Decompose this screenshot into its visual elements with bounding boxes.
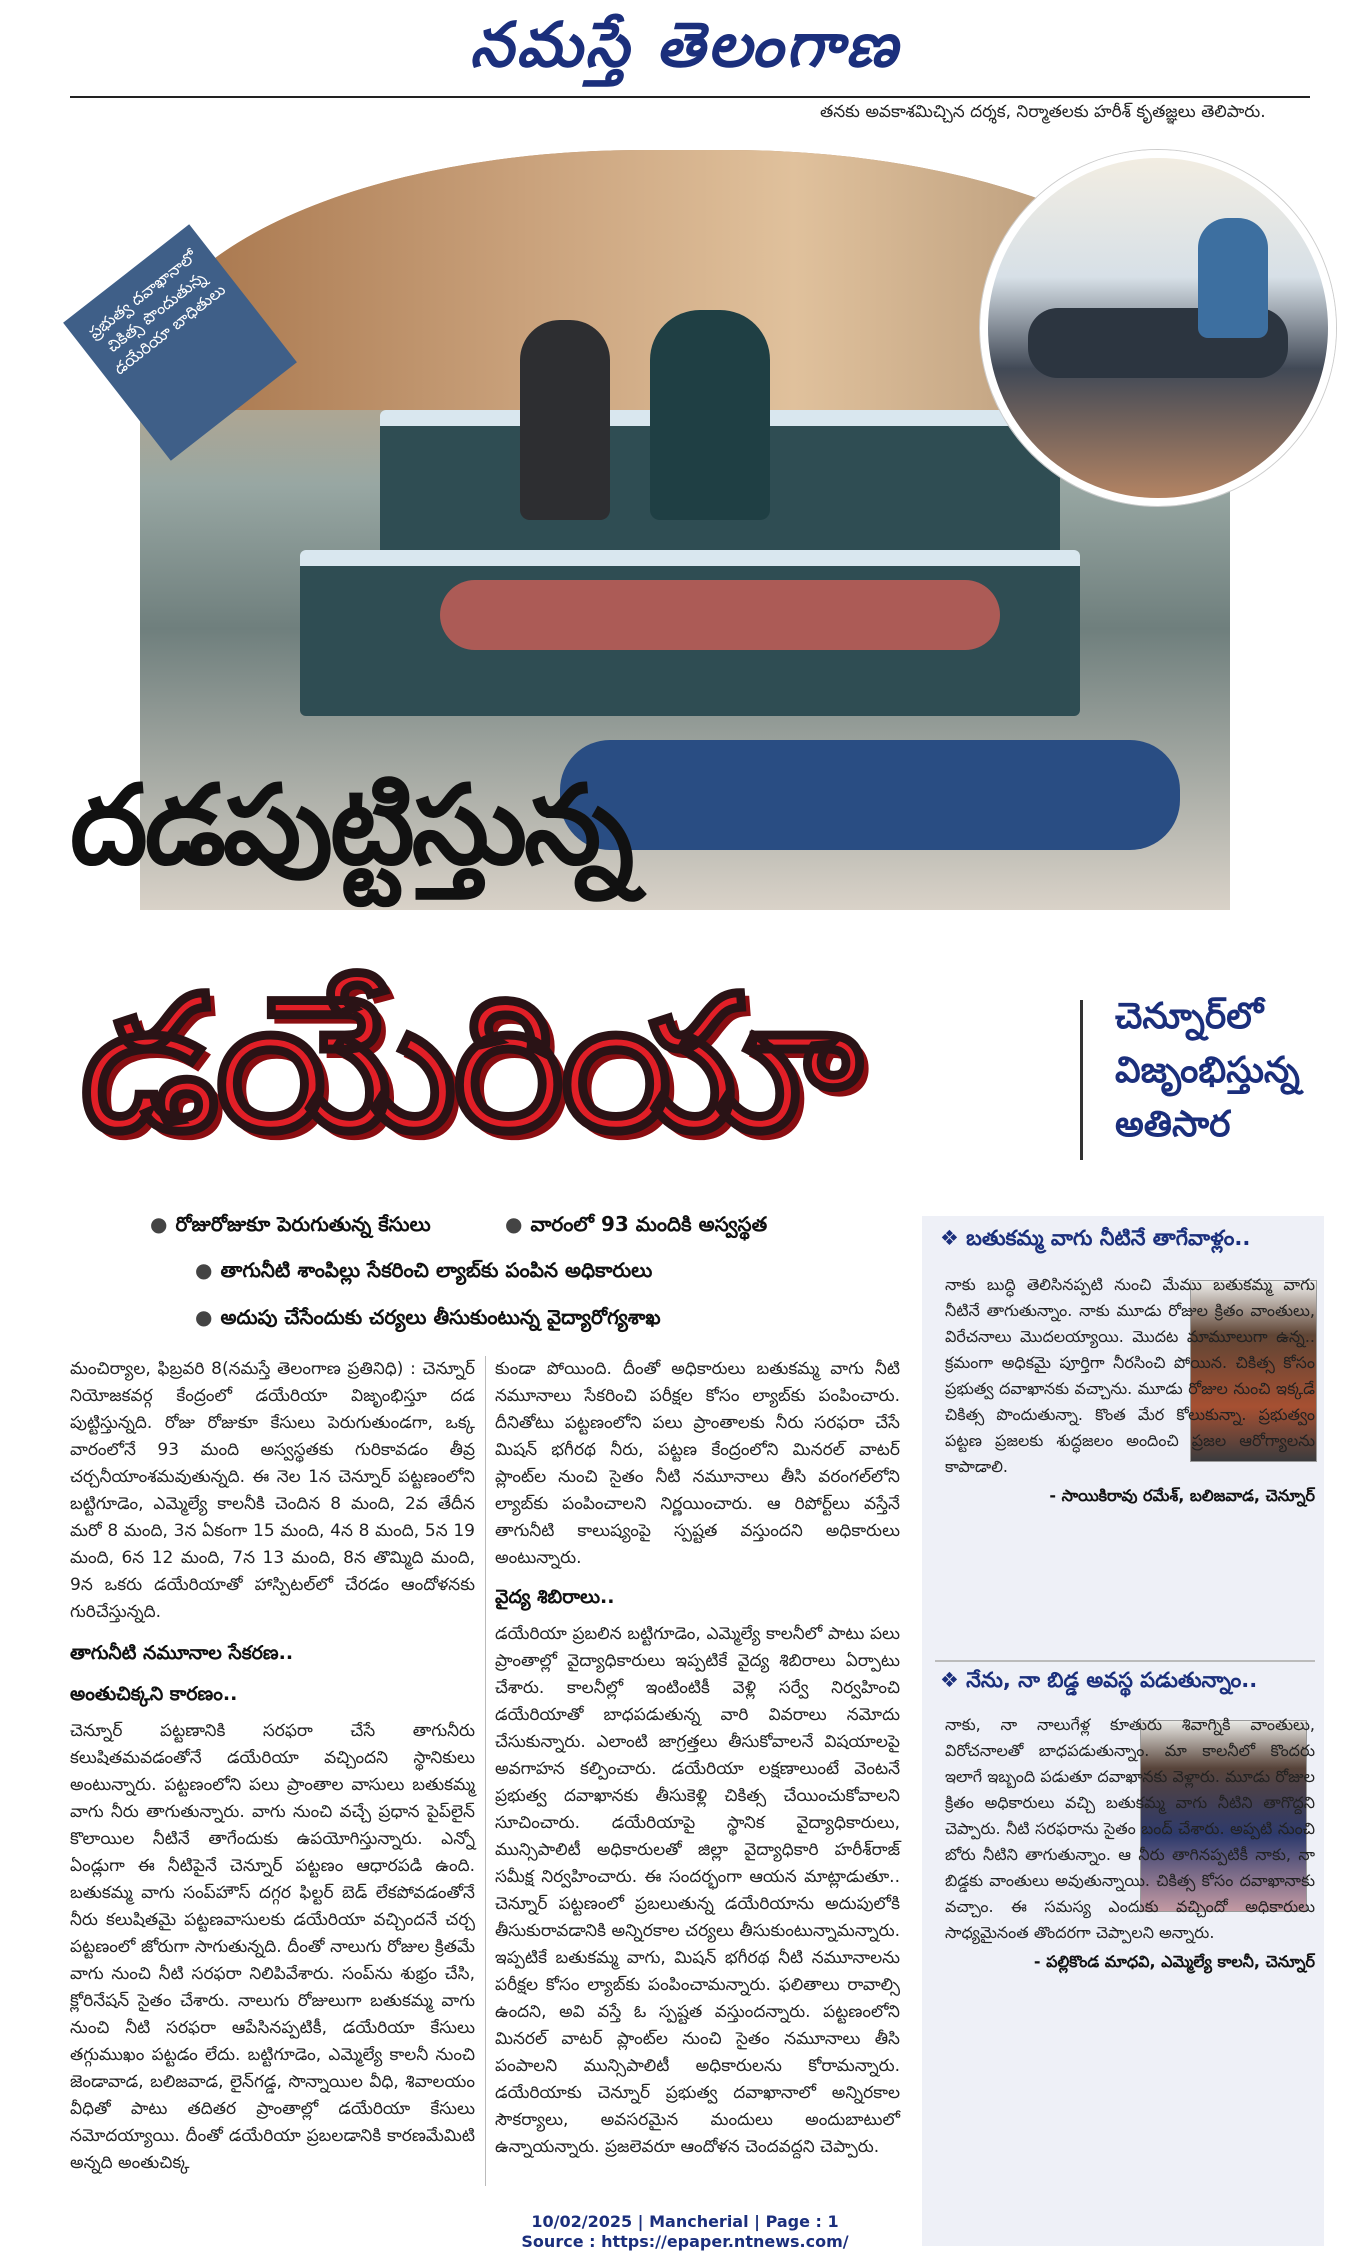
page-footer xyxy=(0,2212,1370,2252)
article-paragraph: చెన్నూర్ పట్టణానికి సరఫరా చేసే తాగునీరు కలుషితమవడంతోనే డయేరియా వచ్చిందని స్థానికులు అంటున్నారు. పట్టణంలోని పలు ప్రాంతాల వాసులు బతుకమ్మ వాగు నీరు తాగుతున్నారు. వాగు నుంచి వచ్చే ప్రధాన పైప్‌లైన్ కొలాయిల నీటినే తాగేందుకు ఉపయోగిస్తున్నారు. ఎన్నో ఏండ్లుగా ఈ నీటిపైనే చెన్నూర్ పట్టణం ఆధారపడి ఉంది. బతుకమ్మ వాగు సంప్‌హౌస్ దగ్గర ఫిల్టర్ బెడ్ లేకపోవడంతోనే నీరు కలుషితమై పట్టణవాసులకు డయేరియా వచ్చిందనే చర్చ పట్టణంలో జోరుగా సాగుతున్నది. దీంతో నాలుగు రోజుల క్రితమే వాగు నుంచి నీటి సరఫరా నిలిపివేశారు. సంప్‌ను శుభ్రం చేసి, క్లోరినేషన్ సైతం చేశారు. నాలుగు రోజులుగా బతుకమ్మ వాగు నుంచి నీటి సరఫరా ఆపేసినప్పటికీ, డయేరియా కేసులు తగ్గుముఖం పట్టడం లేదు. బట్టిగూడెం, ఎమ్మెల్యే కాలనీ నుంచి జెండావాడ, బలిజవాడ, లైన్‌గడ్డ, సొన్నాయిల వీధి, శివాలయం వీధితో పాటు తదితర ప్రాంతాల్లో డయేరియా కేసులు నమోదయ్యాయి. దీంతో డయేరియా ప్రబలడానికి కారణమేమిటి అన్నది అంతుచిక్క xyxy=(70,1721,475,2173)
bullet-item: ● రోజురోజుకూ పెరుగుతున్న కేసులు xyxy=(150,1212,431,1236)
kicker-line: విజృంభిస్తున్న xyxy=(1115,1050,1300,1091)
bullet-item: ● అదుపు చేసేందుకు చర్యలు తీసుకుంటున్న వైద్యారోగ్యశాఖ xyxy=(195,1305,661,1329)
article-column-2 xyxy=(495,1356,900,2161)
top-note: తనకు అవకాశమిచ్చిన దర్శక, నిర్మాతలకు హరీశ్ కృతజ్ఞలు తెలిపారు. xyxy=(820,102,1266,122)
article-subtitle: అంతుచిక్కని కారణం.. xyxy=(70,1683,238,1705)
quote-signature: - సాయికిరావు రమేశ్, బలిజవాడ, చెన్నూర్ xyxy=(1049,1486,1315,1505)
photo-caption: ప్రభుత్వ దవాఖానాలో చికిత్స పొందుతున్న డయేరియా బాధితులు xyxy=(63,224,297,460)
quote-box-2 xyxy=(940,1668,1320,1698)
quote-box-1 xyxy=(940,1226,1320,1256)
quote-body-2: నాకు, నా నాలుగేళ్ల కూతురు శివాగ్నికి వాంతులు, విరోచనాలతో బాధపడుతున్నాం. మా కాలనీలో కొందరు ఇలాగే ఇబ్బంది పడుతూ దవాఖానకు వెళ్లారు. మూడు రోజుల క్రితం అధికారులు వచ్చి బతుకమ్మ వాగు నీటిని తాగొద్దని చెప్పారు. నీటి సరఫరాను సైతం బంద్ చేశారు. అప్పటి నుంచి బోరు నీటిని తాగుతున్నాం. ఆ నీరు తాగినప్పటికీ నాకు, నా బిడ్డకు వాంతులు అవుతున్నాయి. చికిత్స కోసం దవాఖానాకు వచ్చాం. ఈ సమస్య ఎందుకు వచ్చిందో అధికారులు సాధ్యమైనంత తొందరగా చెప్పాలని అన్నారు. - పల్లికొండ మాధవి, ఎమ్మెల్యే కాలనీ, చెన్నూర్ xyxy=(945,1712,1315,1975)
bullet-item: ● తాగునీటి శాంపిల్లు సేకరించి ల్యాబ్‌కు పంపిన అధికారులు xyxy=(195,1258,653,1282)
visitor-figure xyxy=(650,310,770,520)
kicker-line: అతిసార xyxy=(1115,1104,1231,1145)
bullet-item: ● వారంలో 93 మందికి అస్వస్థత xyxy=(505,1212,768,1236)
article-paragraph: కుండా పోయింది. దీంతో అధికారులు బతుకమ్మ వాగు నీటి నమూనాలు సేకరించి పరీక్షల కోసం ల్యాబ్‌కు పంపించారు. దీనితోటు పట్టణంలోని పలు ప్రాంతాలకు నీరు సరఫరా చేసే మిషన్ భగీరథ నీరు, పట్టణ కేంద్రంలోని మినరల్ వాటర్ ప్లాంట్‌ల నుంచి సైతం నీటి నమూనాలు తీసి వరంగల్‌లోని ల్యాబ్‌కు పంపించాలని నిర్ణయించారు. ఆ రిపోర్ట్‌లు వస్తేనే తాగునీటి కాలుష్యంపై స్పష్టత వస్తుందని అధికారులు అంటున్నారు. xyxy=(495,1359,900,1568)
article-subtitle: వైద్య శిబిరాలు.. xyxy=(495,1586,615,1608)
kicker xyxy=(1115,990,1365,1152)
column-rule xyxy=(485,1356,486,2186)
quote-title: ❖ బతుకమ్మ వాగు నీటినే తాగేవాళ్లం.. xyxy=(940,1226,1251,1250)
article-subtitle: తాగునీటి నమూనాల సేకరణ.. xyxy=(70,1642,294,1664)
patient-figure xyxy=(440,580,1000,650)
quote-signature: - పల్లికొండ మాధవి, ఎమ్మెల్యే కాలనీ, చెన్నూర్ xyxy=(1033,1952,1315,1971)
box-divider xyxy=(935,1660,1315,1662)
headline-line2: డయేరియా xyxy=(80,955,859,1174)
footer-edition: 10/02/2025 | Mancherial | Page : 1 xyxy=(531,2212,839,2231)
inset-photo xyxy=(980,150,1336,506)
article-intro: మంచిర్యాల, ఫిబ్రవరి 8(నమస్తే తెలంగాణ ప్రతినిధి) : చెన్నూర్ నియోజకవర్గ కేంద్రంలో డయేరియా విజృంభిస్తూ దడ పుట్టిస్తున్నది. రోజు రోజుకూ కేసులు పెరుగుతుండగా, ఒక్క వారంలోనే 93 మంది అస్వస్థతకు గురికావడం తీవ్ర చర్చనీయాంశమవుతున్నది. ఈ నెల 1న చెన్నూర్ పట్టణంలోని బట్టిగూడెం, ఎమ్మెల్యే కాలనీకి చెందిన 8 మంది, 2వ తేదీన మరో 8 మంది, 3న ఏకంగా 15 మంది, 4న 8 మంది, 5న 19 మంది, 6న 12 మంది, 7న 13 మంది, 8న తొమ్మిది మంది, 9న ఒకరు డయేరియాతో హాస్పిటల్‌లో చేరడం ఆందోళనకు గురిచేస్తున్నది. xyxy=(70,1359,475,1622)
masthead xyxy=(0,0,1370,90)
footer-source: Source : https://epaper.ntnews.com/ xyxy=(521,2232,849,2251)
quote-body-1: నాకు బుద్ధి తెలిసినప్పటి నుంచి మేము బతుకమ్మ వాగు నీటినే తాగుతున్నాం. నాకు మూడు రోజుల క్రితం వాంతులు, విరేచనాలు మొదలయ్యాయి. మొదట మామూలుగా ఉన్న.. క్రమంగా అధికమై పూర్తిగా నీరసించి పోయిన. చికిత్స కోసం ప్రభుత్వ దవాఖానకు వచ్చాను. మూడు రోజుల నుంచి ఇక్కడే చికిత్స పొందుతున్నా. కొంత మేర కోలుకున్నా. ప్రభుత్వం పట్టణ ప్రజలకు శుద్ధజలం అందించి ప్రజల ఆరోగ్యాలను కాపాడాలి. - సాయికిరావు రమేశ్, బలిజవాడ, చెన్నూర్ xyxy=(945,1272,1315,1509)
kicker-divider xyxy=(1080,1000,1083,1160)
article-column-1 xyxy=(70,1356,475,2177)
headline-line1: దడపుట్టిస్తున్న xyxy=(70,761,631,889)
visitor-figure xyxy=(1198,218,1268,338)
visitor-figure xyxy=(520,320,610,520)
article-paragraph: డయేరియా ప్రబలిన బట్టిగూడెం, ఎమ్మెల్యే కాలనీలో పాటు పలు ప్రాంతాల్లో వైద్యాధికారులు ఇప్పటికే వైద్య శిబిరాలు ఏర్పాటు చేశారు. కాలనీల్లో ఇంటింటికీ వెళ్లి సర్వే నిర్వహించి డయేరియాతో బాధపడుతున్న వారి వివరాలు నమోదు చేసుకున్నారు. ఎలాంటి జాగ్రత్తలు తీసుకోవాలనే విషయాలపై అవగాహన కల్పించారు. డయేరియా లక్షణాలుంటే వెంటనే ప్రభుత్వ దవాఖానకు తీసుకెళ్లి చికిత్స చేయించుకోవాలని సూచించారు. డయేరియాపై స్థానిక వైద్యాధికారులు, మున్సిపాలిటీ అధికారులతో జిల్లా వైద్యాధికారి హరీశ్‌రాజ్ సమీక్ష నిర్వహించారు. ఈ సందర్భంగా ఆయన మాట్లాడుతూ.. చెన్నూర్ పట్టణంలో ప్రబలుతున్న డయేరియాను అదుపులోకి తీసుకురావడానికి అన్నిరకాల చర్యలు తీసుకుంటున్నామన్నారు. ఇప్పటికే బతుకమ్మ వాగు, మిషన్ భగీరథ నీటి నమూనాలను పరీక్షల కోసం ల్యాబ్‌కు పంపించామన్నారు. ఫలితాలు రావాల్సి ఉందని, అవి వస్తే ఓ స్పష్టత వస్తుందన్నారు. పట్టణంలోని మినరల్ వాటర్ ప్లాంట్‌ల నుంచి సైతం నమూనాలు తీసి పంపాలని మున్సిపాలిటీ అధికారులను కోరామన్నారు. డయేరియాకు చెన్నూర్ ప్రభుత్వ దవాఖానాలో అన్నిరకాల సౌకర్యాలు, అవసరమైన మందులు అందుబాటులో ఉన్నాయన్నారు. ప్రజలెవరూ ఆందోళన చెందవద్దని చెప్పారు. xyxy=(495,1624,900,2157)
kicker-line: చెన్నూర్‌లో xyxy=(1115,996,1264,1037)
newspaper-logo: నమస్తే తెలంగాణ xyxy=(469,8,901,81)
quote-title: ❖ నేను, నా బిడ్డ అవస్థ పడుతున్నాం.. xyxy=(940,1668,1258,1692)
masthead-rule xyxy=(70,96,1310,98)
